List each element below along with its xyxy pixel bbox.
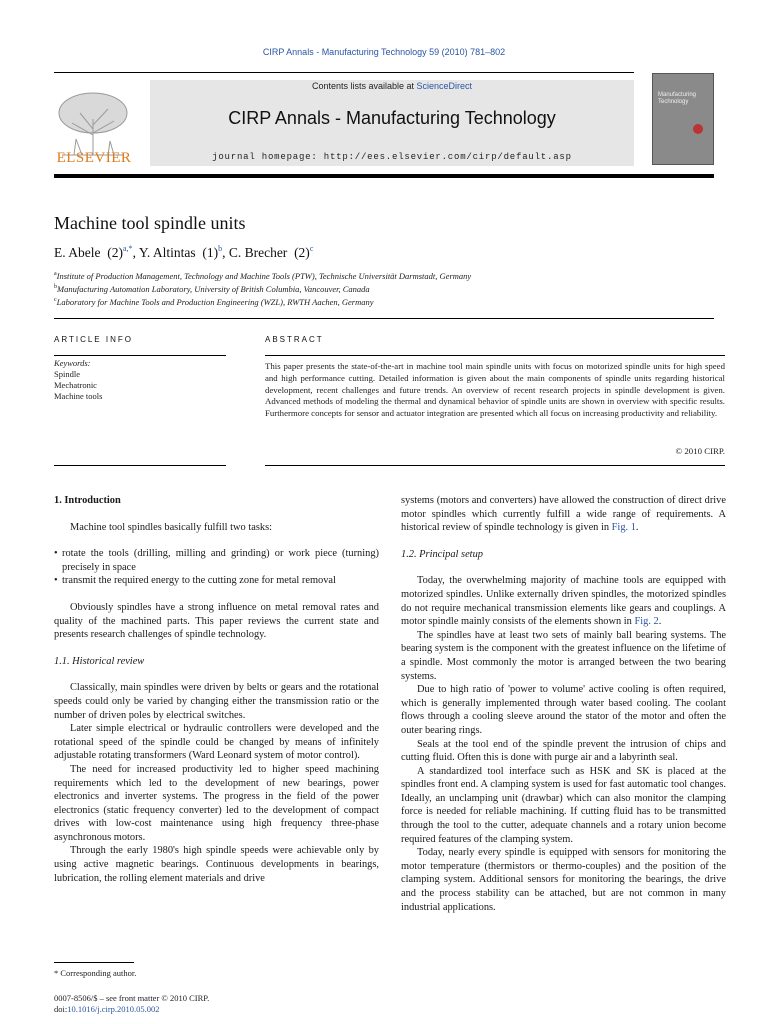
body-paragraph xyxy=(401,494,726,535)
author-affiliation-mark[interactable]: b xyxy=(218,244,223,253)
info-bottom-divider xyxy=(54,465,226,466)
author-member: (2) xyxy=(107,245,123,260)
paragraph-text: . xyxy=(658,616,662,628)
publisher-name: ELSEVIER xyxy=(56,150,132,166)
keywords-label: Keywords: xyxy=(54,358,91,368)
author-name: Y. Altintas xyxy=(138,245,196,260)
figure-1-link[interactable]: Fig. 1 xyxy=(611,522,636,534)
keyword-item: Spindle xyxy=(54,369,80,379)
contents-prefix: Contents lists available at xyxy=(311,81,417,91)
task-list xyxy=(54,547,379,588)
cover-title: Manufacturing Technology xyxy=(658,92,697,105)
figure-2-link[interactable]: Fig. 2 xyxy=(634,616,659,628)
journal-cover-image xyxy=(652,73,714,165)
paper-title: Machine tool spindle units xyxy=(54,213,246,233)
doi-line xyxy=(54,1004,209,1015)
author-affiliation-mark[interactable]: a,* xyxy=(123,244,133,253)
body-paragraph: Due to high ratio of 'power to volume' active cooling is often required, which is generally implemented through water based cooling. The coolant flows through a cooling sleeve around the stator of the motor and often the outer bearing rings. xyxy=(401,684,726,736)
homepage-url-link[interactable]: http://ees.elsevier.com/cirp/default.asp xyxy=(323,152,572,162)
body-paragraph: Later simple electrical or hydraulic controllers were developed and the rotational speed of the spindle could be changed by means of infinitely adjustable rotating transformers (Ward Leonard system of motor control). xyxy=(54,723,379,762)
affiliation-mark: a xyxy=(54,271,57,277)
article-info-label: ARTICLE INFO xyxy=(54,335,133,344)
body-paragraph: The spindles have at least two sets of mainly ball bearing systems. The bearing system is the component with the greatest influence on the lifetime of a spindle. Most commonly the motor is arranged between the two bearing systems. xyxy=(401,629,726,682)
body-paragraph xyxy=(401,574,726,628)
paragraph-text: . xyxy=(635,522,639,534)
author-name: E. Abele xyxy=(54,245,101,260)
paragraph-text: systems (motors and converters) have allowed the construction of direct drive motor spindles which currently fulfill a wide range of requirements. A historical review of spindle technology is given in xyxy=(401,495,726,534)
author-name: C. Brecher xyxy=(228,245,288,260)
issn-line: 0007-8506/$ – see front matter © 2010 CIRP. xyxy=(54,993,210,1003)
contents-line xyxy=(150,81,634,91)
list-item: • transmit the required energy to the cutting zone for metal removal xyxy=(54,574,379,588)
body-paragraph: Seals at the tool end of the spindle prevent the intrusion of chips and cutting fluid. Often this is done with purge air and a labyrinth seal. xyxy=(401,738,726,764)
abstract-label: ABSTRACT xyxy=(265,335,324,344)
affiliation-item xyxy=(54,295,471,308)
header-divider xyxy=(54,72,634,73)
footnote-divider xyxy=(54,962,134,963)
affiliation-mark: b xyxy=(54,284,57,291)
affiliation-item xyxy=(54,282,471,295)
affiliation-list xyxy=(54,269,471,309)
journal-title: CIRP Annals - Manufacturing Technology xyxy=(228,108,556,128)
author-affiliation-mark[interactable]: c xyxy=(309,244,314,253)
abstract-text: This paper presents the state-of-the-art in machine tool main spindle units with focus on motorized spindle units for high speed and high performance cutting. Detailed information is given about the main components of spindle units regarding historical development, recent challenges and future trends. An overview of recent research projects in spindle development is given. Advanced methods of modeling the thermal and dynamical behavior of spindle units are shown in overview with specific results. Furthermore concepts for sensor and actuator integration are presented which all focus on increasing productivity and reliability. xyxy=(265,361,725,419)
subsection-heading: 1.2. Principal setup xyxy=(401,548,483,560)
affiliation-text: Laboratory for Machine Tools and Production Engineering (WZL), RWTH Aachen, Germany xyxy=(56,297,374,308)
cover-emblem-icon xyxy=(693,124,703,134)
doi-prefix: doi: xyxy=(54,1004,68,1014)
body-paragraph: Obviously spindles have a strong influence on metal removal rates and quality of the machined parts. This paper reviews the current state and presents research challenges of spindle technology. xyxy=(54,601,379,641)
author-member: (1) xyxy=(202,245,219,260)
body-paragraph: Classically, main spindles were driven by belts or gears and the rotational speeds could only be varied by changing either the transmission ratio or the number of driven poles by electrical switches. xyxy=(54,682,379,721)
sciencedirect-link[interactable]: ScienceDirect xyxy=(416,81,473,91)
affiliation-mark: c xyxy=(54,297,57,304)
front-matter xyxy=(54,993,209,1015)
section-heading: 1. Introduction xyxy=(54,495,121,506)
affiliation-text: Institute of Production Management, Technology and Machine Tools (PTW), Technische Universität Darmstadt, Germany xyxy=(56,270,472,281)
body-paragraph: A standardized tool interface such as HSK and SK is placed at the spindles front end. A clamping system is used for fast automatic tool changes. Ideally, an unclamping unit (drawbar) which can also monitor the clamping force is needed for reliable machining. If cutting fluid has to be transmitted through the tool to the cutter, adequate channels and a rotary union become required features of the clamping system. xyxy=(401,765,726,845)
affiliation-item xyxy=(54,269,471,282)
abstract-divider xyxy=(265,355,725,356)
subsection-heading: 1.1. Historical review xyxy=(54,655,145,667)
corresponding-author-note: * Corresponding author. xyxy=(54,968,137,978)
body-left-column xyxy=(54,494,379,885)
keyword-item: Mechatronic xyxy=(54,380,97,390)
abstract-copyright: © 2010 CIRP. xyxy=(675,446,725,456)
keywords-block xyxy=(54,358,102,402)
author-member: (2) xyxy=(294,245,310,260)
affiliation-text: Manufacturing Automation Laboratory, University of British Columbia, Vancouver, Canada xyxy=(57,284,370,295)
body-paragraph: Today, nearly every spindle is equipped with sensors for monitoring the motor temperature (thermistors or thermo-couples) and the position of the clamping system. Additional sensors for monitoring the bearings, the drive and the process stability can be attached, but are not common in many industrial applications. xyxy=(401,847,726,913)
keyword-item: Machine tools xyxy=(54,391,103,401)
info-divider xyxy=(54,355,226,356)
doi-link[interactable]: 10.1016/j.cirp.2010.05.002 xyxy=(67,1004,160,1014)
paragraph-text: Today, the overwhelming majority of machine tools are equipped with motorized spindles. Unlike externally driven spindles, the motorized spindles do not require mechanical transmission elements like gears and couplings. A motor spindle mainly consists of the elements shown in xyxy=(401,575,726,628)
homepage-prefix: journal homepage: xyxy=(212,152,324,162)
author-list: E. Abele $(2)^{a,*}$, Y. Altintas $(1)^b$, C. Brecher $(2)^c$ xyxy=(54,244,314,260)
journal-reference[interactable]: CIRP Annals - Manufacturing Technology 59 (2010) 781–802 xyxy=(262,47,506,57)
abstract-bottom-divider xyxy=(265,465,725,466)
body-right-column xyxy=(401,494,726,914)
body-paragraph: Through the early 1980's high spindle speeds were achievable only by using active magnetic bearings. Continuous developments in bearings, lubrication, the rolling element materials and drive xyxy=(54,845,379,884)
journal-homepage xyxy=(150,152,634,162)
list-item: • rotate the tools (drilling, milling and grinding) or work piece (turning) precisely in space xyxy=(54,547,379,574)
body-paragraph: Machine tool spindles basically fulfill two tasks: xyxy=(70,521,273,533)
title-divider xyxy=(54,318,714,319)
body-paragraph: The need for increased productivity led to higher speed machining requirements which led to the development of new bearings, power electronics and inverter systems. The progress in the field of the power electronics (static frequency converter) led to the development of compact drives with low-cost maintenance using high frequency three-phase asynchronous motors. xyxy=(54,763,379,843)
header-bottom-rule xyxy=(54,174,714,178)
